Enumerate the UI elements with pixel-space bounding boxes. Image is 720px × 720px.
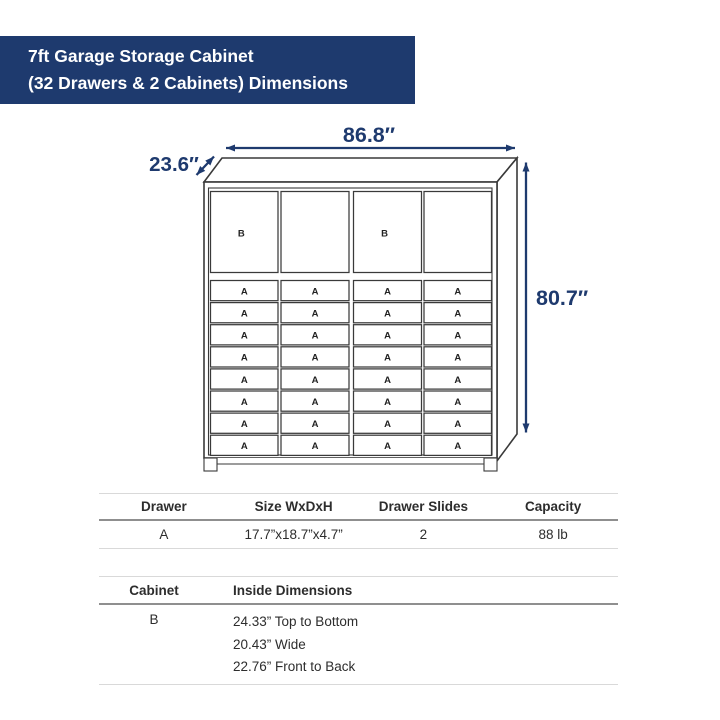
- drawer-label: A: [454, 330, 462, 342]
- drawer-label: A: [311, 286, 319, 298]
- drawer-spec-table: [99, 493, 618, 549]
- drawer-label: A: [384, 330, 391, 342]
- inside-dimension-line: 24.33” Top to Bottom: [233, 614, 359, 629]
- cabinet-spec-table: [99, 576, 618, 685]
- cell-cabinet-id: B: [149, 612, 159, 627]
- cell-slides: 2: [419, 527, 428, 542]
- cabinet-table-row: [99, 605, 618, 685]
- drawer-label: A: [311, 374, 319, 386]
- cell-inside-dimensions: [209, 611, 618, 679]
- drawer-table-header-row: [99, 494, 618, 521]
- drawer-label: A: [311, 419, 319, 430]
- drawer-label: A: [454, 308, 462, 320]
- drawer-label: A: [311, 441, 319, 453]
- drawer-label: A: [240, 330, 248, 342]
- col-header-slides: Drawer Slides: [378, 499, 469, 514]
- drawer-label: A: [240, 308, 248, 320]
- inside-dimension-line: 20.43” Wide: [233, 636, 306, 652]
- drawer-label: A: [240, 396, 248, 408]
- drawer-label: A: [384, 441, 391, 453]
- width-dimension-label: 86.8″: [342, 123, 396, 147]
- drawer-label: A: [240, 374, 248, 386]
- cabinet-side-face: [497, 158, 517, 461]
- cell-drawer-id: A: [159, 527, 169, 542]
- cabinet-table-header-row: [99, 577, 618, 605]
- drawer-label: A: [311, 308, 319, 320]
- cabinet-door: [281, 192, 349, 273]
- drawer-label: A: [311, 396, 319, 408]
- drawer-label: A: [240, 352, 248, 364]
- cell-size: 17.7”x18.7”x4.7”: [244, 527, 343, 542]
- cabinet-door-label: B: [237, 228, 245, 240]
- toe-kick: [217, 458, 485, 464]
- drawer-label: A: [240, 441, 248, 453]
- drawer-table-row: [99, 521, 618, 549]
- drawer-label: A: [384, 419, 391, 430]
- drawer-label: A: [384, 396, 391, 408]
- depth-dimension-label: 23.6″: [149, 153, 199, 176]
- drawer-label: A: [384, 308, 391, 320]
- cell-capacity: 88 lb: [538, 527, 568, 542]
- drawer-label: A: [311, 352, 319, 364]
- drawer-label: A: [311, 330, 319, 342]
- right-foot: [484, 458, 497, 471]
- cabinet-door: [424, 192, 492, 273]
- banner-line-1: 7ft Garage Storage Cabinet: [28, 46, 254, 66]
- drawer-label: A: [454, 419, 462, 430]
- col-header-capacity: Capacity: [524, 499, 582, 514]
- drawer-label: A: [240, 419, 248, 430]
- cabinet-door-label: B: [381, 228, 388, 240]
- cabinet-top-face: [204, 158, 517, 182]
- drawer-label: A: [454, 441, 462, 453]
- spec-tables: [99, 493, 618, 685]
- col-header-size: Size WxDxH: [254, 499, 333, 514]
- col-header-cabinet: Cabinet: [129, 582, 179, 598]
- col-header-drawer: Drawer: [140, 499, 187, 514]
- drawer-label: A: [240, 286, 248, 298]
- inside-dimension-line: 22.76” Front to Back: [233, 659, 356, 674]
- col-header-inside-dimensions: Inside Dimensions: [233, 582, 353, 598]
- drawer-label: A: [454, 374, 462, 386]
- drawer-label: A: [384, 352, 391, 364]
- drawer-label: A: [454, 286, 462, 298]
- banner-line-2: (32 Drawers & 2 Cabinets) Dimensions: [28, 73, 348, 93]
- left-foot: [204, 458, 217, 471]
- drawer-label: A: [384, 286, 391, 298]
- drawer-label: A: [454, 352, 462, 364]
- drawer-label: A: [384, 374, 391, 386]
- drawer-label: A: [454, 396, 462, 408]
- height-dimension-label: 80.7″: [536, 286, 589, 310]
